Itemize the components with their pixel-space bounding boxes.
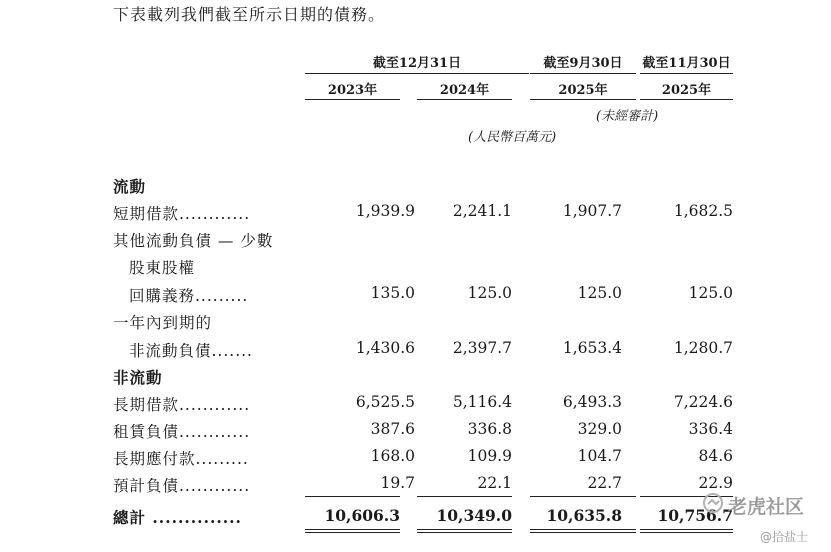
total-value: 10,349.0 bbox=[436, 506, 512, 525]
cell-value: 1,280.7 bbox=[673, 339, 733, 357]
unaudited-note: (未經審計) bbox=[596, 109, 659, 124]
cell-value: 6,525.5 bbox=[355, 393, 415, 411]
row-label-repurchase-obligation: 回購義務......... bbox=[129, 287, 249, 305]
cell-value: 7,224.6 bbox=[673, 393, 733, 411]
total-rule-double bbox=[640, 529, 733, 530]
row-label-short-term-borrowings: 短期借款............ bbox=[113, 205, 251, 223]
total-rule-double bbox=[530, 532, 636, 533]
header-group-nov30: 截至11月30日 bbox=[642, 56, 731, 71]
header-rule-group1 bbox=[305, 73, 529, 74]
total-rule-top bbox=[305, 496, 400, 497]
total-rule-double bbox=[305, 529, 400, 530]
watermark-handle: @拾盐士 bbox=[760, 530, 809, 544]
watermark-brand: 老虎社区 bbox=[728, 496, 805, 518]
col-rule-2024 bbox=[417, 99, 512, 100]
col-header-2024: 2024年 bbox=[439, 83, 490, 98]
cell-value: 2,241.1 bbox=[452, 202, 512, 220]
header-rule-group2 bbox=[530, 73, 636, 74]
total-rule-double bbox=[417, 529, 512, 530]
row-label-long-term-payables: 長期應付款......... bbox=[113, 450, 249, 468]
col-header-2025-sep: 2025年 bbox=[558, 83, 608, 98]
row-label-minority-equity: 股東股權 bbox=[129, 259, 196, 277]
row-label-long-term-borrowings: 長期借款............ bbox=[113, 396, 251, 414]
cell-value: 22.7 bbox=[587, 474, 622, 492]
total-value: 10,606.3 bbox=[324, 506, 400, 525]
total-rule-top bbox=[530, 496, 636, 497]
total-rule-top bbox=[417, 496, 512, 497]
row-label-lease-liabilities: 租賃負債............ bbox=[113, 423, 251, 441]
row-label-total: 總計 .............. bbox=[113, 508, 242, 527]
col-rule-2025-sep bbox=[530, 99, 636, 100]
cell-value: 336.8 bbox=[467, 420, 512, 438]
cell-value: 1,907.7 bbox=[562, 202, 622, 220]
col-rule-2025-nov bbox=[640, 99, 733, 100]
header-group-dec31: 截至12月31日 bbox=[372, 56, 462, 71]
cell-value: 1,653.4 bbox=[562, 339, 622, 357]
cell-value: 5,116.4 bbox=[452, 393, 512, 411]
total-value: 10,756.7 bbox=[657, 506, 733, 525]
intro-text: 下表載列我們截至所示日期的債務。 bbox=[113, 5, 386, 24]
cell-value: 387.6 bbox=[370, 420, 415, 438]
cell-value: 22.1 bbox=[477, 474, 512, 492]
total-rule-double bbox=[640, 532, 733, 533]
cell-value: 84.6 bbox=[698, 447, 733, 465]
header-rule-group3 bbox=[640, 73, 733, 74]
row-label-due-within-one-year: 一年內到期的 bbox=[113, 314, 213, 332]
cell-value: 125.0 bbox=[688, 284, 733, 302]
row-label-non-current-liabilities: 非流動負債....... bbox=[129, 342, 253, 360]
watermark-logo-icon bbox=[702, 492, 724, 514]
cell-value: 135.0 bbox=[370, 284, 415, 302]
total-rule-double bbox=[530, 529, 636, 530]
total-value: 10,635.8 bbox=[546, 506, 622, 525]
cell-value: 22.9 bbox=[698, 474, 733, 492]
cell-value: 329.0 bbox=[577, 420, 622, 438]
cell-value: 336.4 bbox=[688, 420, 733, 438]
section-current: 流動 bbox=[113, 177, 147, 196]
total-rule-double bbox=[417, 532, 512, 533]
cell-value: 125.0 bbox=[577, 284, 622, 302]
cell-value: 104.7 bbox=[577, 447, 622, 465]
cell-value: 1,430.6 bbox=[355, 339, 415, 357]
unit-note: (人民幣百萬元) bbox=[468, 130, 557, 145]
total-rule-double bbox=[305, 532, 400, 533]
col-rule-2023 bbox=[305, 99, 400, 100]
cell-value: 168.0 bbox=[370, 447, 415, 465]
row-label-other-current-liabilities: 其他流動負債 — 少數 bbox=[113, 232, 274, 250]
row-label-provisions: 預計負債............ bbox=[113, 477, 251, 495]
section-non-current: 非流動 bbox=[113, 368, 163, 387]
cell-value: 109.9 bbox=[467, 447, 512, 465]
cell-value: 1,939.9 bbox=[355, 202, 415, 220]
header-group-sep30: 截至9月30日 bbox=[543, 56, 623, 71]
cell-value: 2,397.7 bbox=[452, 339, 512, 357]
cell-value: 19.7 bbox=[380, 474, 415, 492]
cell-value: 125.0 bbox=[467, 284, 512, 302]
col-header-2023: 2023年 bbox=[327, 83, 378, 98]
col-header-2025-nov: 2025年 bbox=[661, 83, 712, 98]
cell-value: 6,493.3 bbox=[562, 393, 622, 411]
cell-value: 1,682.5 bbox=[673, 202, 733, 220]
